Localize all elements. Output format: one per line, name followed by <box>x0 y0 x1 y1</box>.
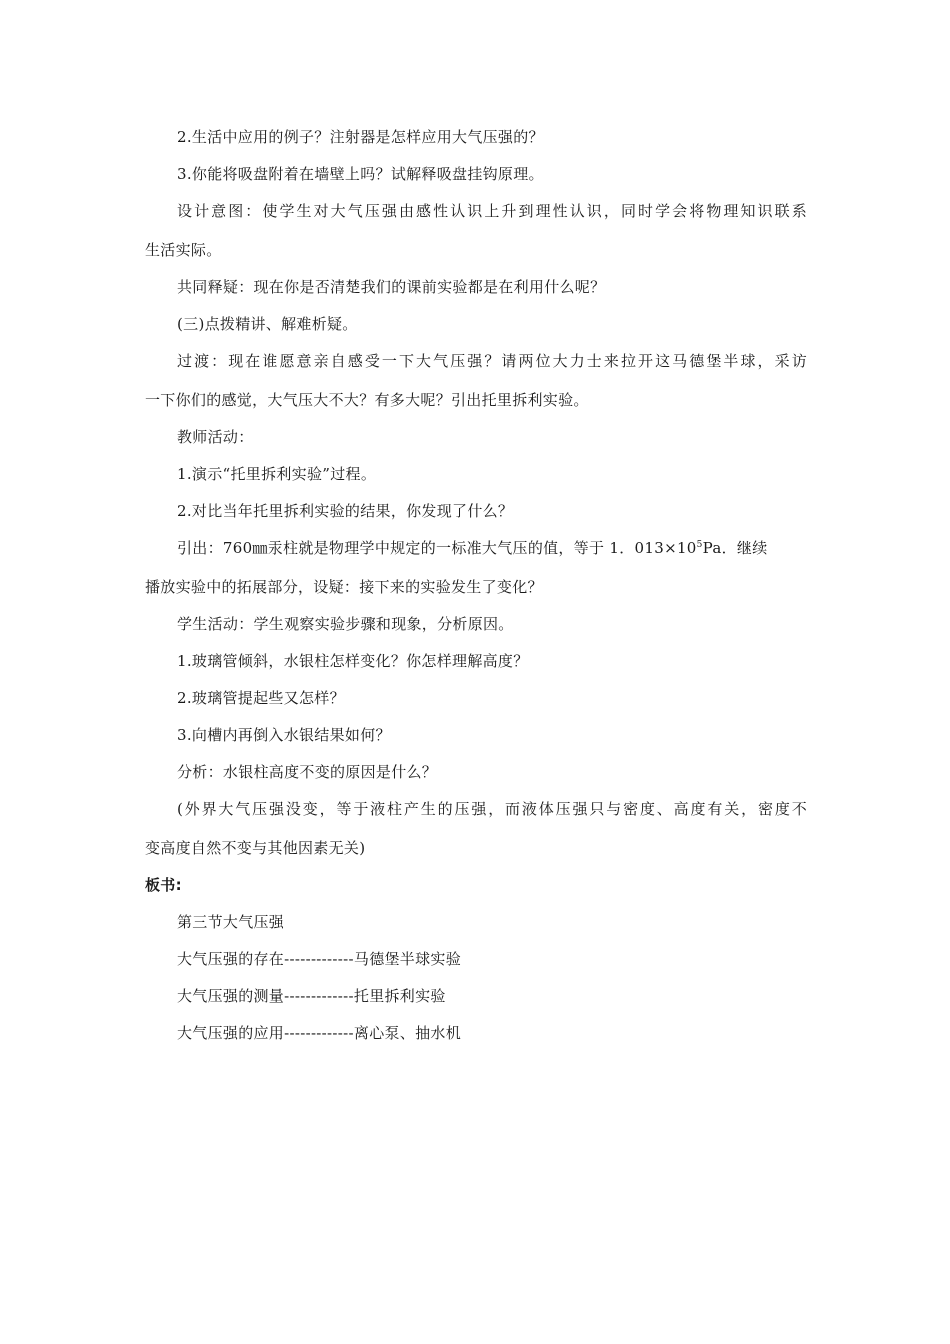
paragraph-line: 一下你们的感觉，大气压大不大？有多大呢？引出托里拆利实验。 <box>145 391 589 409</box>
paragraph-line: 分析：水银柱高度不变的原因是什么？ <box>177 763 438 781</box>
paragraph-line <box>177 538 807 558</box>
board-row: 大气压强的应用-------------离心泵、抽水机 <box>177 1024 461 1042</box>
paragraph-line: 3.向槽内再倒入水银结果如何？ <box>177 726 391 744</box>
paragraph-line: 1.演示“托里拆利实验”过程。 <box>177 465 377 483</box>
paragraph-line: 2.对比当年托里拆利实验的结果，你发现了什么？ <box>177 502 514 520</box>
paragraph-line: 过渡：现在谁愿意亲自感受一下大气压强？请两位大力士来拉开这马德堡半球，采访 <box>177 352 807 370</box>
paragraph-line: 2.玻璃管提起些又怎样？ <box>177 689 345 707</box>
board-title: 第三节大气压强 <box>177 913 285 931</box>
paragraph-line: 播放实验中的拓展部分，设疑：接下来的实验发生了变化？ <box>145 578 543 596</box>
formula-unit: Pa．继续 <box>702 539 768 557</box>
paragraph-line: 1.玻璃管倾斜，水银柱怎样变化？你怎样理解高度？ <box>177 652 529 670</box>
paragraph-line: 设计意图：使学生对大气压强由感性认识上升到理性认识，同时学会将物理知识联系 <box>177 202 807 220</box>
paragraph-line: 教师活动： <box>177 428 254 446</box>
paragraph-line: (外界大气压强没变，等于液柱产生的压强，而液体压强只与密度、高度有关，密度不 <box>177 800 807 818</box>
section-heading: (三)点拨精讲、解难析疑。 <box>177 315 358 333</box>
paragraph-line: 学生活动：学生观察实验步骤和现象，分析原因。 <box>177 615 514 633</box>
board-row: 大气压强的存在-------------马德堡半球实验 <box>177 950 461 968</box>
paragraph-line: 共同释疑：现在你是否清楚我们的课前实验都是在利用什么呢？ <box>177 278 606 296</box>
board-heading: 板书: <box>145 876 182 894</box>
paragraph-line: 3.你能将吸盘附着在墙壁上吗？试解释吸盘挂钩原理。 <box>177 165 544 183</box>
board-row: 大气压强的测量-------------托里拆利实验 <box>177 987 446 1005</box>
paragraph-line: 变高度自然不变与其他因素无关) <box>145 839 366 857</box>
formula-text: 引出：760㎜汞柱就是物理学中规定的一标准大气压的值，等于 1．013×10 <box>177 539 697 557</box>
paragraph-line: 生活实际。 <box>145 241 222 259</box>
exponent: 5 <box>696 540 703 550</box>
paragraph-line: 2.生活中应用的例子？注射器是怎样应用大气压强的？ <box>177 128 544 146</box>
